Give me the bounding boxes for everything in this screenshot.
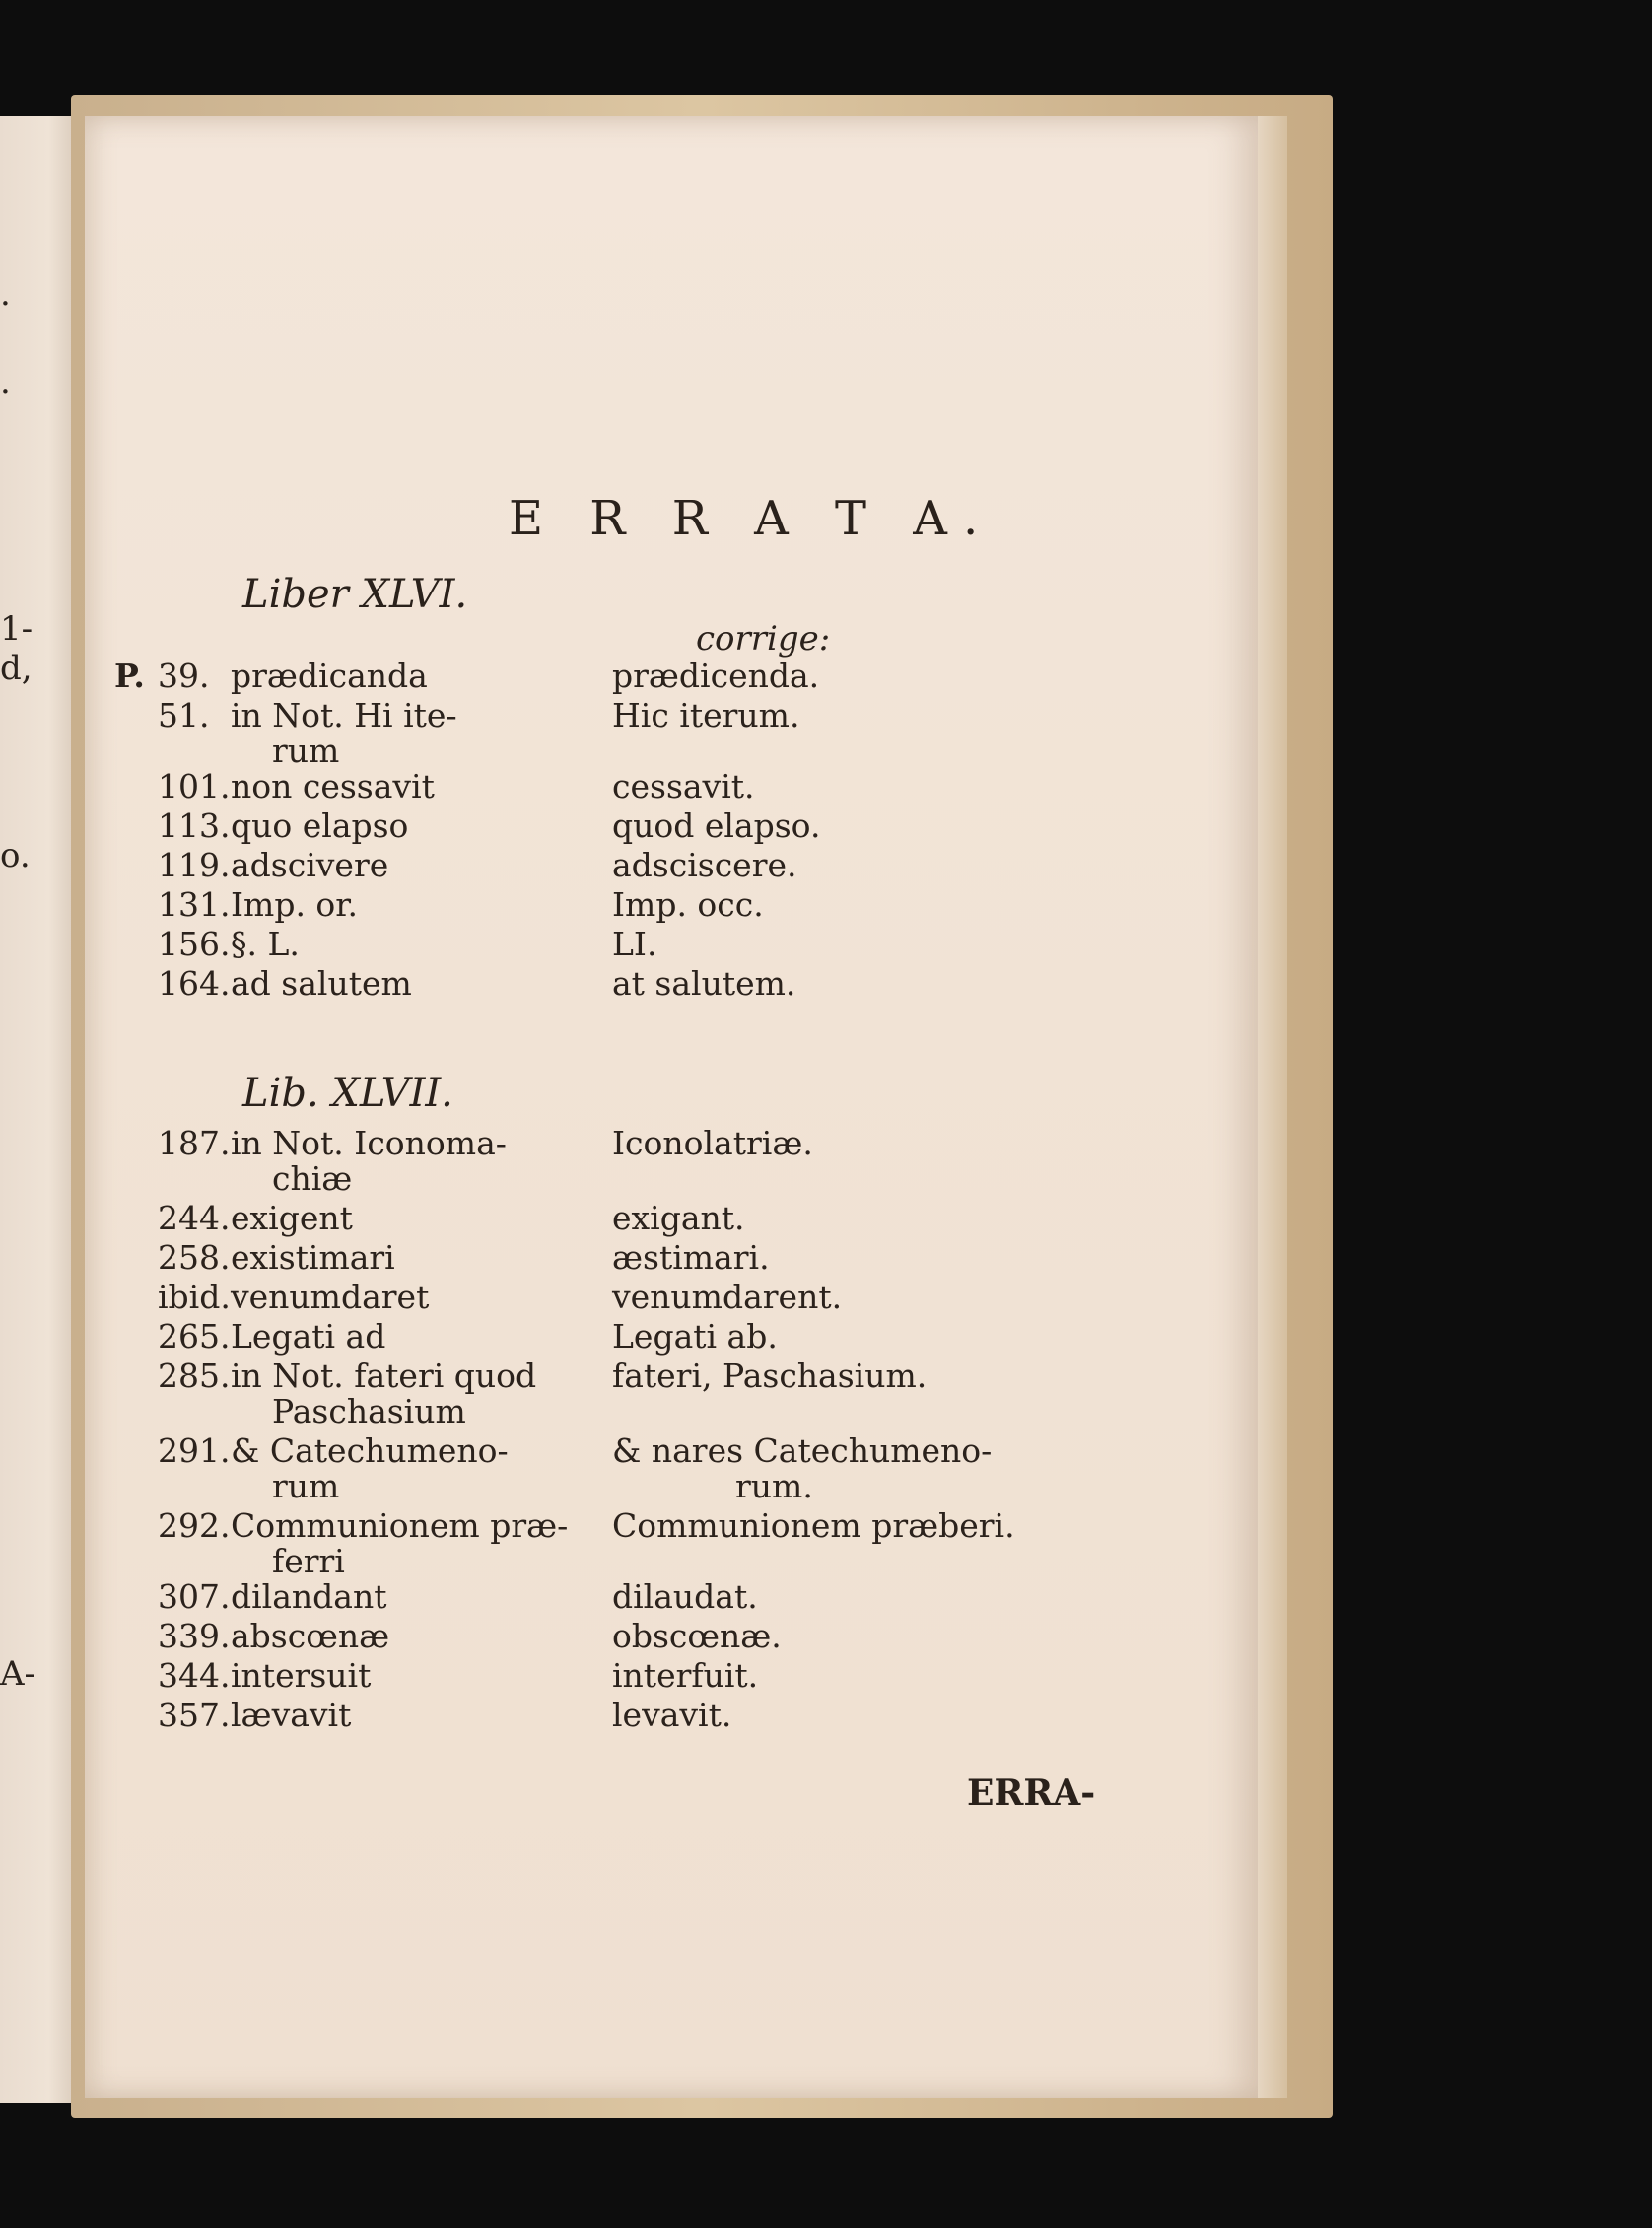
error-text: dilandant bbox=[231, 1577, 387, 1616]
page-number: 307. bbox=[158, 1577, 231, 1616]
error-text: venumdaret bbox=[231, 1278, 430, 1316]
error-text: intersuit bbox=[231, 1656, 372, 1695]
page-number: 156. bbox=[158, 925, 231, 963]
errata-row bbox=[114, 767, 1100, 806]
correction-text: Imp. occ. bbox=[612, 885, 764, 924]
error-text-continuation: rum bbox=[272, 731, 340, 770]
errata-row bbox=[114, 846, 1100, 885]
correction-text: LI. bbox=[612, 925, 657, 963]
page-number: 291. bbox=[158, 1431, 231, 1470]
page-number: 244. bbox=[158, 1199, 231, 1237]
facing-page-fragment: A- bbox=[0, 1654, 36, 1694]
page-number: 292. bbox=[158, 1506, 231, 1545]
facing-page-fragment: . bbox=[0, 363, 11, 402]
page-edge bbox=[1258, 116, 1287, 2098]
error-text: prædicanda bbox=[231, 657, 428, 695]
page-number: 113. bbox=[158, 806, 231, 845]
catchword: ERRA- bbox=[967, 1773, 1096, 1814]
page-number: 357. bbox=[158, 1696, 231, 1734]
error-text: in Not. fateri quod bbox=[231, 1357, 537, 1395]
error-text: Imp. or. bbox=[231, 885, 358, 924]
errata-row bbox=[114, 657, 1100, 696]
correction-text: venumdarent. bbox=[612, 1278, 843, 1316]
correction-text: Legati ab. bbox=[612, 1317, 778, 1356]
errata-row bbox=[114, 1656, 1100, 1696]
page-number: 187. bbox=[158, 1124, 231, 1162]
errata-row bbox=[114, 964, 1100, 1004]
page-number: 285. bbox=[158, 1357, 231, 1395]
correction-text: Iconolatriæ. bbox=[612, 1124, 813, 1162]
facing-page-fragment: o. bbox=[0, 836, 31, 875]
errata-row bbox=[114, 1357, 1100, 1430]
correction-text: obscœnæ. bbox=[612, 1617, 782, 1655]
error-text: quo elapso bbox=[231, 806, 409, 845]
facing-page-fragment: 1- bbox=[0, 609, 34, 649]
page-number: 164. bbox=[158, 964, 231, 1003]
error-text-continuation: Paschasium bbox=[272, 1392, 466, 1430]
page-number: ibid. bbox=[158, 1278, 231, 1316]
error-text: non cessavit bbox=[231, 767, 435, 805]
correction-text: quod elapso. bbox=[612, 806, 821, 845]
corrige-label: corrige: bbox=[696, 619, 831, 659]
error-text: in Not. Iconoma- bbox=[231, 1124, 507, 1162]
errata-row bbox=[114, 1124, 1100, 1198]
error-text: adscivere bbox=[231, 846, 389, 884]
correction-text: prædicenda. bbox=[612, 657, 820, 695]
error-text: Communionem præ- bbox=[231, 1506, 569, 1545]
error-text: §. L. bbox=[231, 925, 300, 963]
page-number: 344. bbox=[158, 1656, 231, 1695]
correction-text: Hic iterum. bbox=[612, 696, 800, 734]
errata-row bbox=[114, 1317, 1100, 1357]
correction-text: cessavit. bbox=[612, 767, 755, 805]
correction-text: adsciscere. bbox=[612, 846, 797, 884]
page-number: 51. bbox=[158, 696, 210, 734]
error-text: exigent bbox=[231, 1199, 353, 1237]
errata-row bbox=[114, 1696, 1100, 1735]
error-text: Legati ad bbox=[231, 1317, 386, 1356]
correction-text: Communionem præberi. bbox=[612, 1506, 1015, 1545]
section-heading-liber-xlvi: Liber XLVI. bbox=[242, 572, 468, 617]
page-number: 101. bbox=[158, 767, 231, 805]
error-text-continuation: chiæ bbox=[272, 1159, 353, 1198]
correction-text: & nares Catechumeno- bbox=[612, 1431, 993, 1470]
errata-row bbox=[114, 925, 1100, 964]
facing-page-fragment: d, bbox=[0, 649, 33, 688]
errata-row bbox=[114, 1506, 1100, 1580]
error-text-continuation: rum bbox=[272, 1467, 340, 1505]
page-number: 131. bbox=[158, 885, 231, 924]
page-number: 265. bbox=[158, 1317, 231, 1356]
errata-row bbox=[114, 885, 1100, 925]
correction-text: dilaudat. bbox=[612, 1577, 758, 1616]
error-text: abscœnæ bbox=[231, 1617, 390, 1655]
page-title: E R R A T A. bbox=[509, 491, 995, 546]
errata-page bbox=[85, 116, 1258, 2098]
errata-row bbox=[114, 806, 1100, 846]
page-prefix: P. bbox=[114, 657, 145, 695]
errata-row bbox=[114, 1238, 1100, 1278]
page-number: 339. bbox=[158, 1617, 231, 1655]
correction-text: interfuit. bbox=[612, 1656, 759, 1695]
section-heading-lib-xlvii: Lib. XLVII. bbox=[242, 1071, 453, 1116]
page-number: 119. bbox=[158, 846, 231, 884]
error-text: ad salutem bbox=[231, 964, 412, 1003]
page-number: 39. bbox=[158, 657, 210, 695]
errata-row bbox=[114, 696, 1100, 770]
errata-row bbox=[114, 1431, 1100, 1505]
page-number: 258. bbox=[158, 1238, 231, 1277]
errata-row bbox=[114, 1577, 1100, 1617]
error-text-continuation: ferri bbox=[272, 1542, 345, 1580]
correction-text: æstimari. bbox=[612, 1238, 770, 1277]
errata-row bbox=[114, 1278, 1100, 1317]
error-text: lævavit bbox=[231, 1696, 352, 1734]
correction-text-continuation: rum. bbox=[735, 1467, 813, 1505]
error-text: existimari bbox=[231, 1238, 395, 1277]
error-text: in Not. Hi ite- bbox=[231, 696, 457, 734]
correction-text: at salutem. bbox=[612, 964, 796, 1003]
errata-row bbox=[114, 1199, 1100, 1238]
facing-page-fragment: . bbox=[0, 274, 11, 313]
correction-text: fateri, Paschasium. bbox=[612, 1357, 928, 1395]
correction-text: exigant. bbox=[612, 1199, 745, 1237]
error-text: & Catechumeno- bbox=[231, 1431, 509, 1470]
errata-row bbox=[114, 1617, 1100, 1656]
correction-text: levavit. bbox=[612, 1696, 732, 1734]
